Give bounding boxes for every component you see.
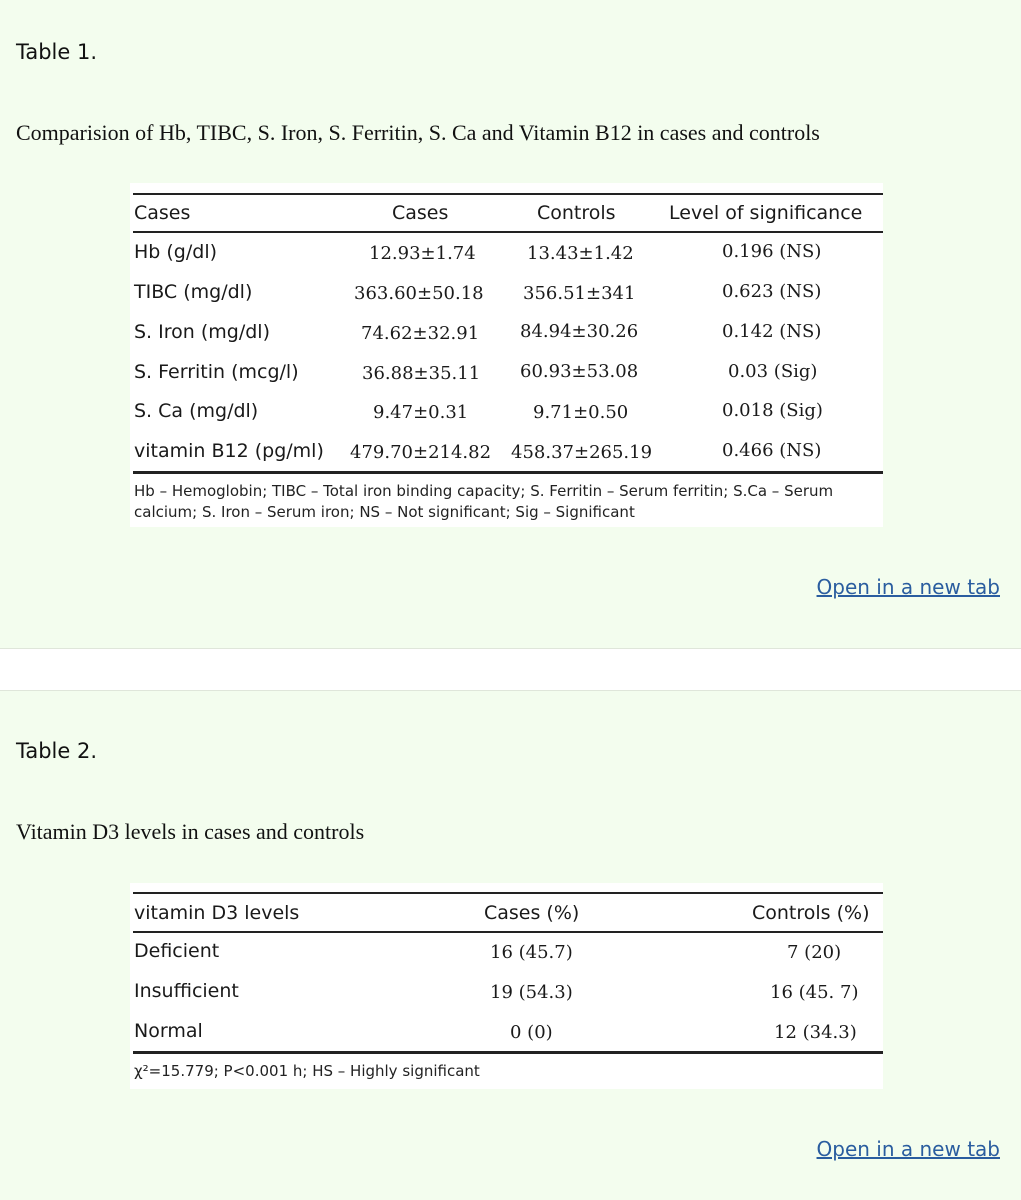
table-1-row-1-param: Hb (g/dl)	[134, 241, 218, 263]
table-2-header-level: vitamin D3 levels	[134, 902, 300, 924]
table-1-header-controls: Controls	[537, 202, 616, 224]
table-1-row-3-cases: 74.62±32.91	[361, 323, 480, 344]
table-2-row-2-cases: 19 (54.3)	[490, 982, 573, 1003]
table-1-row-2-cases: 363.60±50.18	[354, 283, 484, 304]
table-2-row-2-controls: 16 (45. 7)	[770, 982, 859, 1003]
table-1-row-4-param: S. Ferritin (mcg/l)	[134, 361, 299, 383]
table-1-header-significance: Level of significance	[669, 202, 863, 224]
table-1-row-4-cases: 36.88±35.11	[362, 363, 481, 384]
table-2-row-1-level: Deficient	[134, 940, 220, 962]
table-1-row-5-cases: 9.47±0.31	[373, 402, 469, 423]
table-1-header-rule	[133, 231, 883, 233]
table-1-row-6-param: vitamin B12 (pg/ml)	[134, 440, 324, 462]
table-1-row-2-sig: 0.623 (NS)	[722, 281, 822, 302]
table-1-caption: Comparision of Hb, TIBC, S. Iron, S. Ferritin, S. Ca and Vitamin B12 in cases and controls	[16, 120, 820, 145]
table-1-image	[130, 183, 883, 527]
table-1-row-5-controls: 9.71±0.50	[533, 402, 629, 423]
table-1-row-1-controls: 13.43±1.42	[527, 243, 634, 264]
table-2-header-cases: Cases (%)	[484, 902, 580, 924]
table-1-footnote-line-2: calcium; S. Iron – Serum iron; NS – Not significant; Sig – Significant	[134, 503, 635, 521]
table-2-bottom-rule	[133, 1051, 883, 1054]
table-2-open-in-new-tab-link[interactable]: Open in a new tab	[816, 1137, 1000, 1161]
table-1-header-cases: Cases	[392, 202, 449, 224]
table-1-row-1-sig: 0.196 (NS)	[722, 241, 822, 262]
table-1-open-in-new-tab-link[interactable]: Open in a new tab	[816, 575, 1000, 599]
table-2-header-rule	[133, 931, 883, 933]
table-2-row-3-level: Normal	[134, 1020, 203, 1042]
table-1-row-4-sig: 0.03 (Sig)	[728, 361, 818, 382]
table-1-header-param: Cases	[134, 202, 191, 224]
table-2-row-1-controls: 7 (20)	[787, 942, 842, 963]
table-1-row-5-param: S. Ca (mg/dl)	[134, 400, 259, 422]
table-2-image	[130, 883, 883, 1089]
table-1-row-3-controls: 84.94±30.26	[520, 321, 639, 342]
table-1-row-3-sig: 0.142 (NS)	[722, 321, 822, 342]
table-2-row-3-cases: 0 (0)	[510, 1022, 553, 1043]
table-1-row-2-controls: 356.51±341	[523, 283, 636, 304]
table-2-caption: Vitamin D3 levels in cases and controls	[16, 819, 365, 844]
table-2-row-3-controls: 12 (34.3)	[774, 1022, 857, 1043]
table-1-row-2-param: TIBC (mg/dl)	[134, 281, 253, 303]
table-1-row-3-param: S. Iron (mg/dl)	[134, 321, 270, 343]
table-1-label: Table 1.	[16, 40, 98, 64]
table-1-row-6-cases: 479.70±214.82	[350, 442, 492, 463]
table-1-row-5-sig: 0.018 (Sig)	[722, 400, 823, 421]
table-2-row-1-cases: 16 (45.7)	[490, 942, 573, 963]
section-divider	[0, 648, 1021, 691]
table-1-row-4-controls: 60.93±53.08	[520, 361, 639, 382]
table-1-bottom-rule	[133, 471, 883, 474]
table-2-row-2-level: Insufficient	[134, 980, 239, 1002]
table-2-footnote: χ²=15.779; P<0.001 h; HS – Highly significant	[134, 1062, 480, 1080]
table-1-row-1-cases: 12.93±1.74	[369, 243, 476, 264]
table-2-label: Table 2.	[16, 739, 98, 763]
table-1-top-rule	[133, 193, 883, 195]
table-1-footnote-line-1: Hb – Hemoglobin; TIBC – Total iron binding capacity; S. Ferritin – Serum ferritin; S.Ca – Serum	[134, 482, 834, 500]
table-1-row-6-controls: 458.37±265.19	[511, 442, 653, 463]
table-2-top-rule	[133, 892, 883, 894]
table-2-section	[0, 690, 1021, 1200]
table-1-row-6-sig: 0.466 (NS)	[722, 440, 822, 461]
table-2-header-controls: Controls (%)	[752, 902, 870, 924]
